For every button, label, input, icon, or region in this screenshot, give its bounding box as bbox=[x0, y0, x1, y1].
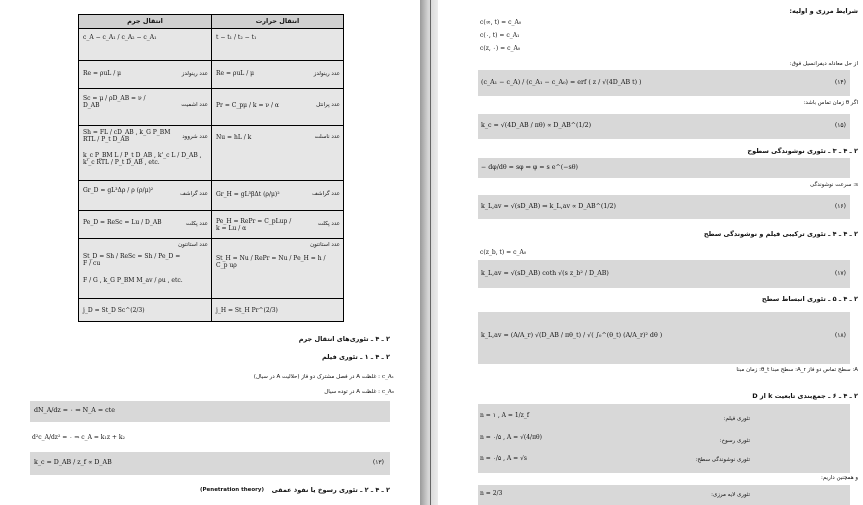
table-row: عدد استانتون St_D = Sh / ReSc = Sh / Pe_D = F / cu F / G , k_G P_BM M_av / ρu , etc. bbox=[79, 239, 211, 299]
mass-transfer-header: انتقال جرم bbox=[79, 15, 211, 29]
equation-band: k_L,av = √(sD_AB) ⇒ k_L,av ∝ D_AB^(1/2) (۱۶) bbox=[478, 195, 850, 219]
section-heading: شرایط مرزی و اولیه: bbox=[789, 7, 858, 15]
right-page bbox=[438, 0, 863, 505]
equation-band: k_L,av = (A/A_r) √(D_AB / πθ_t) / √( ∫₀^(θ_t) (A/A_r)² dθ ) (۱۸) bbox=[478, 312, 850, 364]
table-row: عدد استانتون St_H = Nu / RePr = Nu / Pe_H = h / C_p uρ bbox=[212, 239, 343, 299]
table-row: t − t₁ / t₂ − t₁ bbox=[212, 29, 343, 61]
mass-transfer-column bbox=[79, 15, 211, 321]
text-line: s: سرعت نوشوندگی bbox=[810, 182, 858, 188]
table-row: Re = ρuL / μ عدد رینولدز bbox=[212, 61, 343, 89]
section-heading: ۲ ـ ۴ ـ ۱ ـ تئوری فیلم bbox=[322, 353, 390, 361]
table-row: Gr_D = gL³Δρ / ρ (ρ/μ)² عدد گراشف bbox=[79, 181, 211, 211]
equation: d²c_A/dz² = ۰ ⇒ c_A = k₁z + k₂ bbox=[32, 434, 125, 441]
equation-band: k_c = √(4D_AB / πθ) ∝ D_AB^(1/2) (۱۵) bbox=[478, 114, 850, 139]
equation-band: − dφ/dθ = sφ ⇒ φ = s e^(−sθ) bbox=[478, 158, 850, 178]
legend-line: A: سطح تماس دو فاز A_r: سطح مبنا θ_t: زمان مبنا bbox=[736, 367, 858, 373]
boundary-condition: c(∞, t) = c_A₀ bbox=[480, 19, 522, 26]
equation-band: (c_A₁ − c_A) / (c_A₁ − c_A₀) = erf ( z / √(4D_AB t) ) (۱۴) bbox=[478, 70, 850, 96]
boundary-condition: c(۰, t) = c_A₁ bbox=[480, 32, 520, 39]
section-heading: ۲ ـ ۴ ـ ۳ ـ تئوری نوشوندگی سطوح bbox=[747, 147, 858, 155]
table-row: j_H = St_H Pr^(2/3) bbox=[216, 307, 278, 314]
text-line: و همچنین داریم: bbox=[821, 475, 858, 481]
section-heading: ۲ ـ ۴ ـ ۴ ـ تئوری ترکیبی فیلم و نوشوندگی سطح bbox=[703, 230, 858, 238]
table-row: Re = ρuL / μ عدد رینولدز bbox=[79, 61, 211, 89]
equation-band: n = 2/3 تئوری لایه مرزی: bbox=[478, 485, 850, 505]
summary-band: n = ۱ , A = 1/z_f تئوری فیلم: n = ۰/۵ , A = √(4/πθ) تئوری رسوخ: n = ۰/۵ , A = √s تئوری نوشوندگی سطح: bbox=[478, 404, 850, 473]
text-line: اگر θ زمان تماس باشد: bbox=[803, 100, 858, 106]
table-row: Gr_H = gL³βΔt (ρ/μ)² عدد گراشف bbox=[212, 181, 343, 211]
equation-band: k_L,av = √(sD_AB) coth √(s z_b² / D_AB) (۱۷) bbox=[478, 260, 850, 288]
equation-band: k_c = D_AB / z_f ∝ D_AB (۱۳) bbox=[30, 452, 390, 475]
definition-line: : غلظت A در توده سیال bbox=[324, 389, 380, 395]
section-heading: ۲ ـ ۴ ـ ۶ ـ جمع‌بندی تابعیت k از D bbox=[752, 392, 858, 400]
dimensionless-numbers-table bbox=[78, 14, 344, 322]
table-row: Nu = hL / k عدد ناسلت bbox=[212, 126, 343, 181]
book-spine bbox=[420, 0, 438, 505]
text-line: از حل معادله دیفرانسیل فوق: bbox=[789, 61, 858, 67]
table-row: Sh = FL / cD_AB , k_G P_BM RTL / P_t D_AB عدد شروود k_c P_BM L / P_t D_AB , k'_c L / D_AB , k'_c RTL / P_t D_AB , etc. bbox=[79, 126, 211, 181]
left-page bbox=[0, 0, 420, 505]
heat-transfer-header: انتقال حرارت bbox=[212, 15, 343, 29]
boundary-condition: c(z, ۰) = c_A₀ bbox=[480, 45, 521, 52]
section-heading: ۲ ـ ۴ ـ تئوری‌های انتقال جرم bbox=[298, 335, 390, 343]
section-heading-en: (Penetration theory) bbox=[200, 487, 264, 493]
table-row: Pr = C_pμ / k = ν / α عدد پرانتل bbox=[212, 89, 343, 126]
table-row: j_D = St_D Sc^(2/3) bbox=[83, 307, 145, 314]
symbol: c_A₁ bbox=[382, 374, 395, 380]
table-row: Pe_D = ReSc = Lu / D_AB عدد پکلت bbox=[79, 211, 211, 239]
equation-band: dN_A/dz = ۰ ⇒ N_A = cte bbox=[30, 401, 390, 422]
symbol: c_A₀ bbox=[382, 389, 395, 395]
table-row: c_A − c_A₁ / c_A₂ − c_A₁ bbox=[79, 29, 211, 61]
definition-line: : غلظت A در فصل مشترک دو فاز (حلالیت A در سیال) bbox=[253, 374, 380, 380]
heat-transfer-column bbox=[211, 15, 343, 321]
boundary-condition: c(z_b, t) = c_A₀ bbox=[480, 249, 527, 256]
table-row: Pe_H = RePr = C_pLup / k = Lu / α عدد پکلت bbox=[212, 211, 343, 239]
table-row: Sc = μ / ρD_AB = ν / D_AB عدد اشمیت bbox=[79, 89, 211, 126]
section-heading: ۲ ـ ۴ ـ ۵ ـ تئوری انبساط سطح bbox=[761, 295, 858, 303]
section-heading: ۲ ـ ۴ ـ ۲ ـ تئوری رسوخ یا نفوذ عمقی bbox=[271, 486, 390, 494]
